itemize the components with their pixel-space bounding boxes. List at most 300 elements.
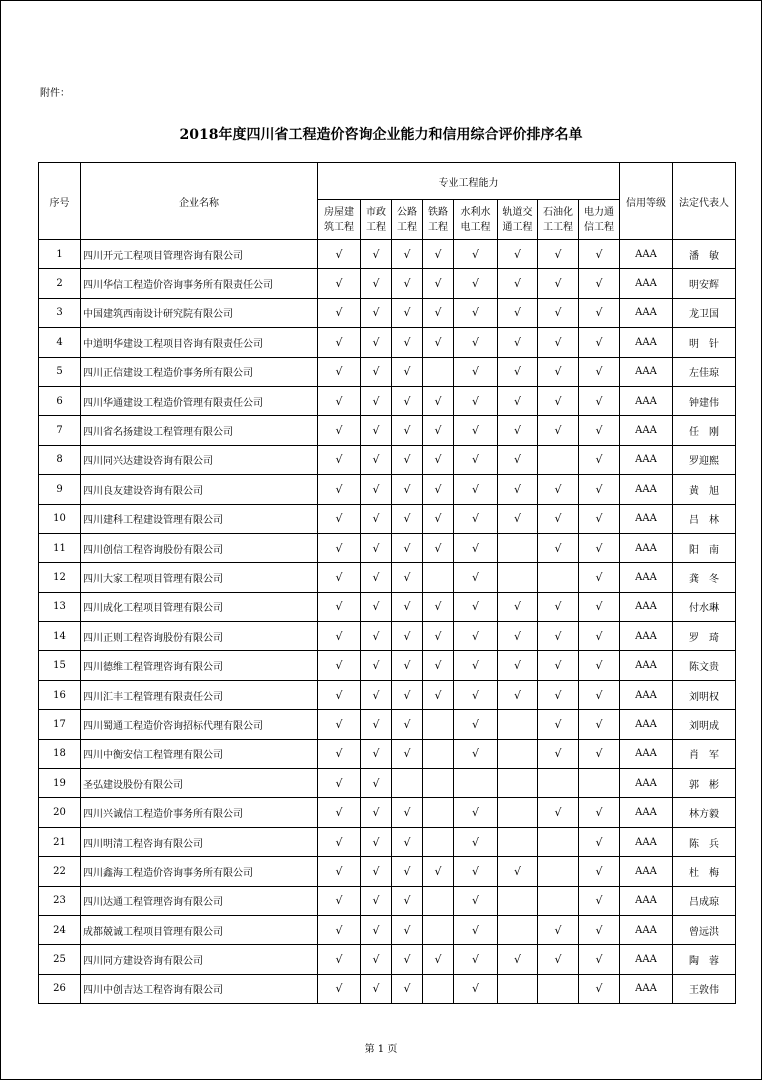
capability-cell [579,739,620,768]
check-mark-icon: √ [471,982,479,996]
check-mark-icon: √ [372,424,380,438]
capability-cell [318,974,361,1003]
row-index: 18 [39,739,81,768]
capability-cell [392,240,423,269]
check-mark-icon: √ [335,747,343,761]
check-mark-icon: √ [554,600,562,614]
check-mark-icon: √ [335,629,343,643]
capability-cell [423,386,454,415]
table-row [39,651,736,680]
check-mark-icon: √ [335,717,343,731]
table-row [39,533,736,562]
check-mark-icon: √ [513,277,521,291]
check-mark-icon: √ [372,835,380,849]
capability-cell [454,651,498,680]
capability-cell [538,974,579,1003]
capability-cell [392,769,423,798]
header-category-1: 市政 工程 [361,200,392,240]
header-category-5: 轨道交 通工程 [498,200,538,240]
check-mark-icon: √ [335,806,343,820]
row-index: 21 [39,827,81,856]
table-row [39,769,736,798]
legal-representative: 左佳琼 [673,357,736,386]
capability-cell [392,328,423,357]
check-mark-icon: √ [372,894,380,908]
capability-cell [454,945,498,974]
check-mark-icon: √ [403,365,411,379]
capability-cell [579,328,620,357]
capability-cell [361,622,392,651]
check-mark-icon: √ [434,600,442,614]
check-mark-icon: √ [471,424,479,438]
legal-representative: 明安辉 [673,269,736,298]
capability-cell [579,592,620,621]
check-mark-icon: √ [471,864,479,878]
capability-cell [498,886,538,915]
check-mark-icon: √ [434,864,442,878]
capability-cell [392,533,423,562]
capability-cell [454,357,498,386]
capability-cell [454,886,498,915]
credit-grade: AAA [620,563,673,592]
header-credit: 信用等级 [620,163,673,240]
row-index: 20 [39,798,81,827]
check-mark-icon: √ [335,923,343,937]
capability-cell [579,915,620,944]
capability-cell [423,475,454,504]
check-mark-icon: √ [403,424,411,438]
check-mark-icon: √ [434,453,442,467]
capability-cell [538,945,579,974]
capability-cell [498,915,538,944]
check-mark-icon: √ [595,394,603,408]
check-mark-icon: √ [403,659,411,673]
check-mark-icon: √ [595,541,603,555]
table-row [39,945,736,974]
check-mark-icon: √ [335,953,343,967]
header-legal-rep: 法定代表人 [673,163,736,240]
row-index: 10 [39,504,81,533]
check-mark-icon: √ [372,453,380,467]
check-mark-icon: √ [471,306,479,320]
check-mark-icon: √ [513,600,521,614]
check-mark-icon: √ [554,747,562,761]
check-mark-icon: √ [372,717,380,731]
capability-cell [454,622,498,651]
capability-cell [392,945,423,974]
check-mark-icon: √ [335,982,343,996]
capability-cell [392,269,423,298]
capability-cell [454,680,498,709]
check-mark-icon: √ [595,424,603,438]
check-mark-icon: √ [372,629,380,643]
row-index: 19 [39,769,81,798]
check-mark-icon: √ [554,688,562,702]
legal-representative: 阳 南 [673,533,736,562]
capability-cell [538,269,579,298]
check-mark-icon: √ [403,864,411,878]
capability-cell [579,798,620,827]
table-row [39,328,736,357]
check-mark-icon: √ [372,982,380,996]
check-mark-icon: √ [372,335,380,349]
capability-cell [392,827,423,856]
capability-cell [392,592,423,621]
capability-cell [361,651,392,680]
check-mark-icon: √ [595,512,603,526]
capability-cell [318,416,361,445]
capability-cell [423,974,454,1003]
check-mark-icon: √ [471,835,479,849]
company-name: 四川鑫海工程造价咨询事务所有限公司 [81,857,318,886]
capability-cell [392,915,423,944]
check-mark-icon: √ [471,482,479,496]
check-mark-icon: √ [471,365,479,379]
legal-representative: 吕 林 [673,504,736,533]
capability-cell [392,475,423,504]
legal-representative: 王敦伟 [673,974,736,1003]
check-mark-icon: √ [335,864,343,878]
capability-cell [423,739,454,768]
check-mark-icon: √ [471,688,479,702]
capability-cell [498,798,538,827]
capability-cell [361,240,392,269]
check-mark-icon: √ [595,953,603,967]
capability-cell [318,798,361,827]
company-name: 四川同兴达建设咨询有限公司 [81,445,318,474]
capability-cell [423,592,454,621]
check-mark-icon: √ [595,277,603,291]
check-mark-icon: √ [335,306,343,320]
check-mark-icon: √ [595,688,603,702]
table-row [39,886,736,915]
capability-cell [318,475,361,504]
capability-cell [454,857,498,886]
row-index: 12 [39,563,81,592]
row-index: 25 [39,945,81,974]
capability-cell [498,710,538,739]
capability-cell [579,416,620,445]
capability-cell [392,739,423,768]
check-mark-icon: √ [434,688,442,702]
capability-cell [318,710,361,739]
capability-cell [454,974,498,1003]
check-mark-icon: √ [434,247,442,261]
check-mark-icon: √ [372,541,380,555]
table-row [39,504,736,533]
capability-cell [498,857,538,886]
company-name: 四川正信建设工程造价事务所有限公司 [81,357,318,386]
check-mark-icon: √ [471,953,479,967]
capability-cell [579,827,620,856]
legal-representative: 陶 蓉 [673,945,736,974]
capability-cell [538,416,579,445]
row-index: 15 [39,651,81,680]
capability-cell [361,857,392,886]
capability-cell [423,328,454,357]
capability-cell [361,827,392,856]
check-mark-icon: √ [403,247,411,261]
company-name: 四川开元工程项目管理咨询有限公司 [81,240,318,269]
check-mark-icon: √ [471,659,479,673]
capability-cell [318,651,361,680]
capability-cell [498,563,538,592]
check-mark-icon: √ [335,776,343,790]
capability-cell [579,680,620,709]
check-mark-icon: √ [595,982,603,996]
check-mark-icon: √ [471,600,479,614]
check-mark-icon: √ [403,600,411,614]
check-mark-icon: √ [554,306,562,320]
credit-grade: AAA [620,915,673,944]
check-mark-icon: √ [595,923,603,937]
capability-cell [498,533,538,562]
capability-cell [361,533,392,562]
capability-cell [538,533,579,562]
check-mark-icon: √ [513,953,521,967]
check-mark-icon: √ [434,659,442,673]
check-mark-icon: √ [554,512,562,526]
capability-cell [392,563,423,592]
check-mark-icon: √ [372,247,380,261]
check-mark-icon: √ [595,894,603,908]
table-row [39,739,736,768]
check-mark-icon: √ [595,453,603,467]
capability-cell [498,475,538,504]
table-row [39,445,736,474]
check-mark-icon: √ [471,894,479,908]
capability-cell [538,592,579,621]
capability-cell [392,798,423,827]
check-mark-icon: √ [554,953,562,967]
check-mark-icon: √ [403,688,411,702]
capability-cell [498,827,538,856]
capability-cell [318,769,361,798]
capability-cell [454,710,498,739]
credit-grade: AAA [620,386,673,415]
check-mark-icon: √ [471,629,479,643]
header-index: 序号 [39,163,81,240]
check-mark-icon: √ [554,335,562,349]
check-mark-icon: √ [372,306,380,320]
check-mark-icon: √ [595,365,603,379]
row-index: 24 [39,915,81,944]
capability-cell [318,680,361,709]
check-mark-icon: √ [372,600,380,614]
check-mark-icon: √ [403,923,411,937]
company-name: 四川成化工程项目管理有限公司 [81,592,318,621]
capability-cell [392,974,423,1003]
company-name: 四川中创吉达工程咨询有限公司 [81,974,318,1003]
capability-cell [423,269,454,298]
capability-cell [538,386,579,415]
row-index: 4 [39,328,81,357]
capability-cell [538,445,579,474]
header-company: 企业名称 [81,163,318,240]
capability-cell [579,533,620,562]
legal-representative: 潘 敏 [673,240,736,269]
capability-cell [454,240,498,269]
legal-representative: 龙卫国 [673,298,736,327]
capability-cell [579,710,620,739]
capability-cell [579,445,620,474]
capability-cell [579,298,620,327]
credit-grade: AAA [620,974,673,1003]
company-name: 四川华信工程造价咨询事务所有限责任公司 [81,269,318,298]
check-mark-icon: √ [513,688,521,702]
capability-cell [361,915,392,944]
header-category-4: 水利水 电工程 [454,200,498,240]
check-mark-icon: √ [434,277,442,291]
check-mark-icon: √ [403,541,411,555]
table-row [39,827,736,856]
capability-cell [423,827,454,856]
row-index: 6 [39,386,81,415]
check-mark-icon: √ [335,659,343,673]
legal-representative: 罗迎熙 [673,445,736,474]
credit-grade: AAA [620,945,673,974]
capability-cell [498,240,538,269]
check-mark-icon: √ [595,629,603,643]
capability-cell [361,710,392,739]
table-row [39,357,736,386]
capability-cell [498,680,538,709]
check-mark-icon: √ [403,747,411,761]
capability-cell [579,651,620,680]
check-mark-icon: √ [595,747,603,761]
check-mark-icon: √ [403,629,411,643]
table-row [39,915,736,944]
capability-cell [538,680,579,709]
capability-cell [423,680,454,709]
capability-cell [423,651,454,680]
capability-cell [392,357,423,386]
capability-cell [361,739,392,768]
row-index: 7 [39,416,81,445]
check-mark-icon: √ [513,335,521,349]
check-mark-icon: √ [513,629,521,643]
credit-grade: AAA [620,269,673,298]
check-mark-icon: √ [335,247,343,261]
capability-cell [423,298,454,327]
company-name: 四川创信工程咨询股份有限公司 [81,533,318,562]
capability-cell [361,504,392,533]
capability-cell [454,416,498,445]
check-mark-icon: √ [554,659,562,673]
capability-cell [498,974,538,1003]
capability-cell [423,798,454,827]
credit-grade: AAA [620,416,673,445]
check-mark-icon: √ [554,717,562,731]
attachment-label: 附件： [40,88,70,99]
check-mark-icon: √ [335,277,343,291]
capability-cell [318,592,361,621]
check-mark-icon: √ [372,394,380,408]
capability-cell [498,592,538,621]
table-row [39,592,736,621]
page-footer: 第 1 页 [364,1044,398,1055]
company-name: 四川同方建设咨询有限公司 [81,945,318,974]
capability-cell [318,945,361,974]
check-mark-icon: √ [471,747,479,761]
check-mark-icon: √ [434,335,442,349]
capability-cell [538,504,579,533]
check-mark-icon: √ [513,482,521,496]
table-row [39,680,736,709]
capability-cell [498,651,538,680]
capability-cell [423,416,454,445]
capability-cell [454,533,498,562]
table-row [39,857,736,886]
table-row [39,269,736,298]
legal-representative: 黄 旭 [673,475,736,504]
capability-cell [454,445,498,474]
check-mark-icon: √ [513,365,521,379]
check-mark-icon: √ [434,512,442,526]
capability-cell [454,563,498,592]
legal-representative: 陈 兵 [673,827,736,856]
credit-grade: AAA [620,445,673,474]
capability-cell [454,386,498,415]
check-mark-icon: √ [513,306,521,320]
row-index: 23 [39,886,81,915]
check-mark-icon: √ [595,717,603,731]
capability-cell [361,298,392,327]
capability-cell [454,739,498,768]
check-mark-icon: √ [372,747,380,761]
capability-cell [361,357,392,386]
check-mark-icon: √ [434,482,442,496]
capability-cell [538,915,579,944]
check-mark-icon: √ [513,453,521,467]
check-mark-icon: √ [403,306,411,320]
capability-cell [423,504,454,533]
capability-cell [361,563,392,592]
capability-cell [579,974,620,1003]
company-name: 四川建科工程建设管理有限公司 [81,504,318,533]
check-mark-icon: √ [372,806,380,820]
check-mark-icon: √ [554,277,562,291]
capability-cell [392,886,423,915]
check-mark-icon: √ [403,335,411,349]
check-mark-icon: √ [595,247,603,261]
company-name: 成都兢诚工程项目管理有限公司 [81,915,318,944]
credit-grade: AAA [620,357,673,386]
capability-cell [392,651,423,680]
capability-cell [318,915,361,944]
capability-cell [538,475,579,504]
check-mark-icon: √ [372,659,380,673]
capability-cell [498,298,538,327]
check-mark-icon: √ [372,277,380,291]
check-mark-icon: √ [595,570,603,584]
capability-cell [318,445,361,474]
company-name: 四川德维工程管理咨询有限公司 [81,651,318,680]
check-mark-icon: √ [372,688,380,702]
check-mark-icon: √ [335,365,343,379]
check-mark-icon: √ [335,600,343,614]
check-mark-icon: √ [595,306,603,320]
check-mark-icon: √ [554,629,562,643]
check-mark-icon: √ [372,864,380,878]
capability-cell [318,739,361,768]
capability-cell [538,622,579,651]
check-mark-icon: √ [434,953,442,967]
check-mark-icon: √ [372,953,380,967]
capability-cell [423,533,454,562]
capability-cell [538,710,579,739]
company-name: 四川中衡安信工程管理有限公司 [81,739,318,768]
